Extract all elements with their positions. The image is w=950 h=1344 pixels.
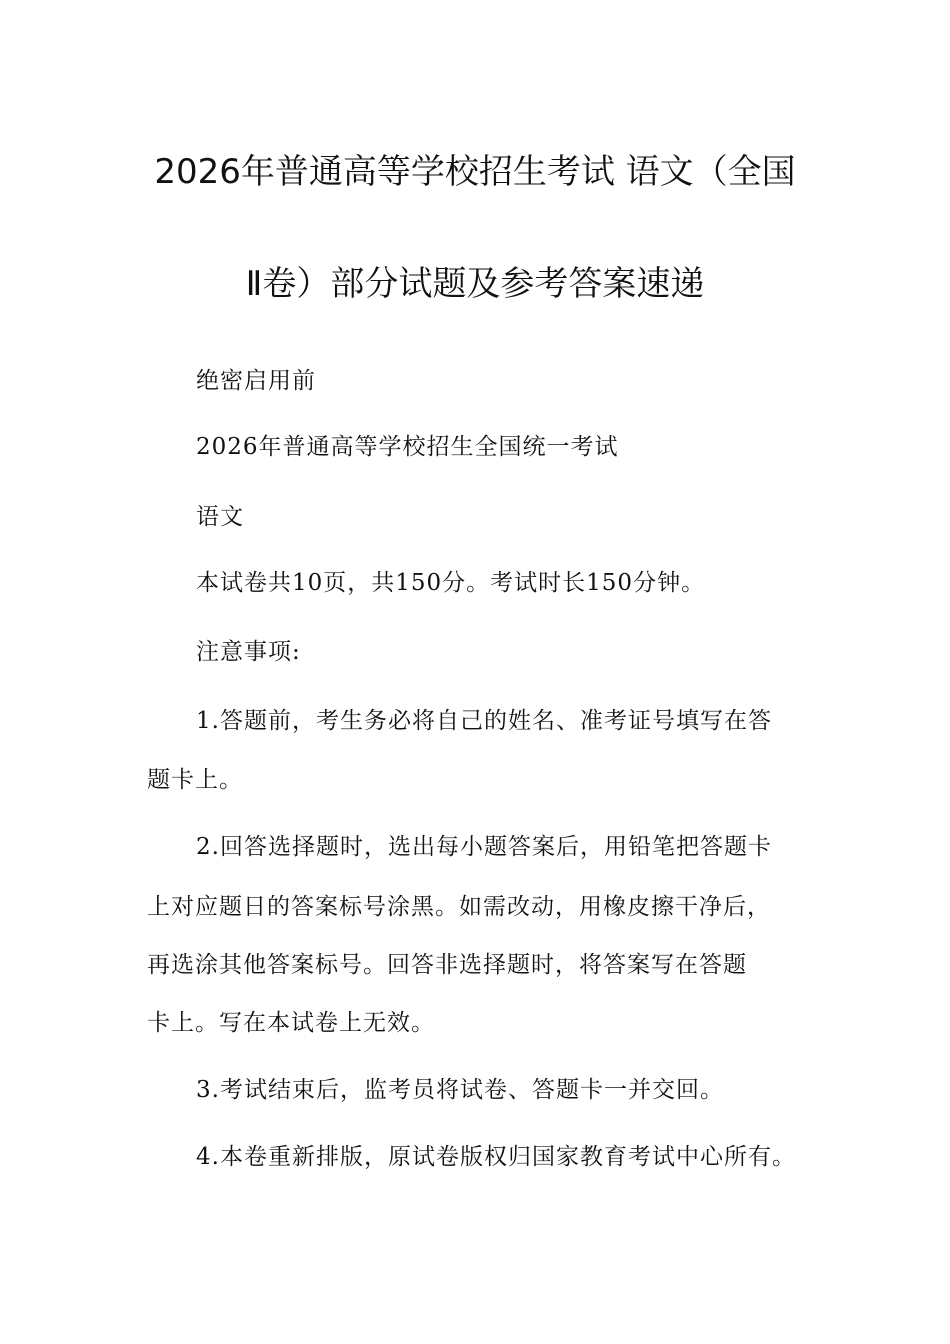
exam-info: 本试卷共10页，共150分。考试时长150分钟。 — [196, 570, 706, 596]
notice-1-line-1: 1.答题前，考生务必将自己的姓名、准考证号填写在答 — [196, 708, 772, 734]
subject-label: 语文 — [196, 504, 244, 530]
notice-2-line-4: 卡上。写在本试卷上无效。 — [147, 1010, 435, 1036]
notice-3-line-1: 3.考试结束后，监考员将试卷、答题卡一并交回。 — [196, 1077, 724, 1103]
notice-heading: 注意事项: — [196, 639, 301, 665]
notice-4-line-1: 4.本卷重新排版，原试卷版权归国家教育考试中心所有。 — [196, 1144, 796, 1170]
exam-name: 2026年普通高等学校招生全国统一考试 — [196, 434, 619, 460]
title-line-1: 2026年普通高等学校招生考试 语文（全国 — [154, 152, 796, 192]
title-line-2: Ⅱ卷）部分试题及参考答案速递 — [245, 264, 705, 304]
secret-label: 绝密启用前 — [196, 368, 316, 394]
notice-2-line-1: 2.回答选择题时，选出每小题答案后，用铅笔把答题卡 — [196, 834, 772, 860]
notice-2-line-2: 上对应题日的答案标号涂黑。如需改动，用橡皮擦干净后， — [147, 894, 771, 920]
notice-2-line-3: 再选涂其他答案标号。回答非选择题时，将答案写在答题 — [147, 952, 747, 978]
notice-1-line-2: 题卡上。 — [147, 767, 243, 793]
